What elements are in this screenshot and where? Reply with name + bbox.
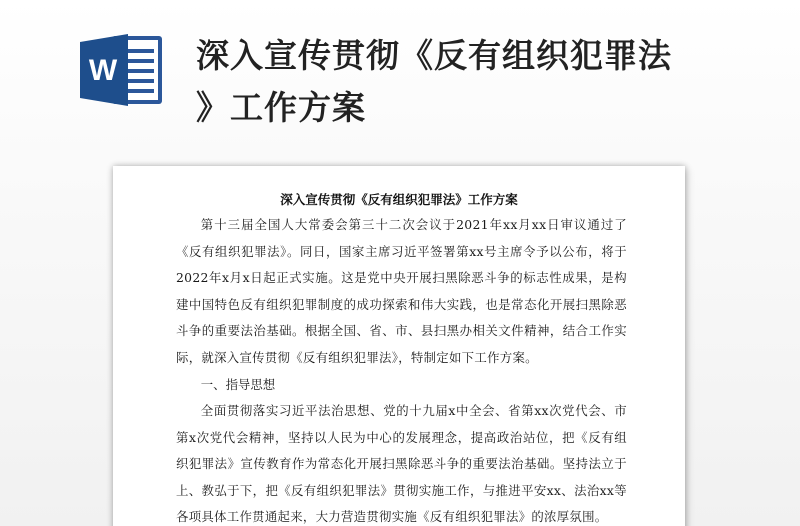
page-title-line-1: 深入宣传贯彻《反有组织犯罪法 xyxy=(196,36,672,75)
document-page xyxy=(113,166,685,526)
document-title: 深入宣传贯彻《反有组织犯罪法》工作方案 xyxy=(280,192,518,207)
paragraph-guiding-ideology: 全面贯彻落实习近平法治思想、党的十九届x中全会、省第xx次党代会、市第x次党代会精神，坚持以人民为中心的发展理念，提高政治站位，把《反有组织犯罪法》宣传教育作为常态化开展扫黑除恶斗争的重要法治基础。坚持法立于上、教弘于下，把《反有组织犯罪法》贯彻实施工作，与推进平安xx、法治xx等各项具体工作贯通起来，大力营造贯彻实施《反有组织犯罪法》的浓厚氛围。 xyxy=(176,403,627,525)
page-title-line-2: 》工作方案 xyxy=(196,88,366,127)
word-icon xyxy=(78,32,164,108)
paragraph-intro: 第十三届全国人大常委会第三十二次会议于2021年xx月xx日审议通过了《反有组织犯罪法》。同日，国家主席习近平签署第xx号主席令予以公布，将于2022年x月x日起正式实施。这是党中央开展扫黑除恶斗争的标志性成果，是构建中国特色反有组织犯罪制度的成功探索和伟大实践，也是常态化开展扫黑除恶斗争的重要法治基础。根据全国、省、市、县扫黑办相关文件精神，结合工作实际，就深入宣传贯彻《反有组织犯罪法》，特制定如下工作方案。 xyxy=(176,217,627,365)
section-heading-guiding-ideology: 一、指导思想 xyxy=(200,377,276,392)
word-icon-letter: W xyxy=(88,54,118,87)
